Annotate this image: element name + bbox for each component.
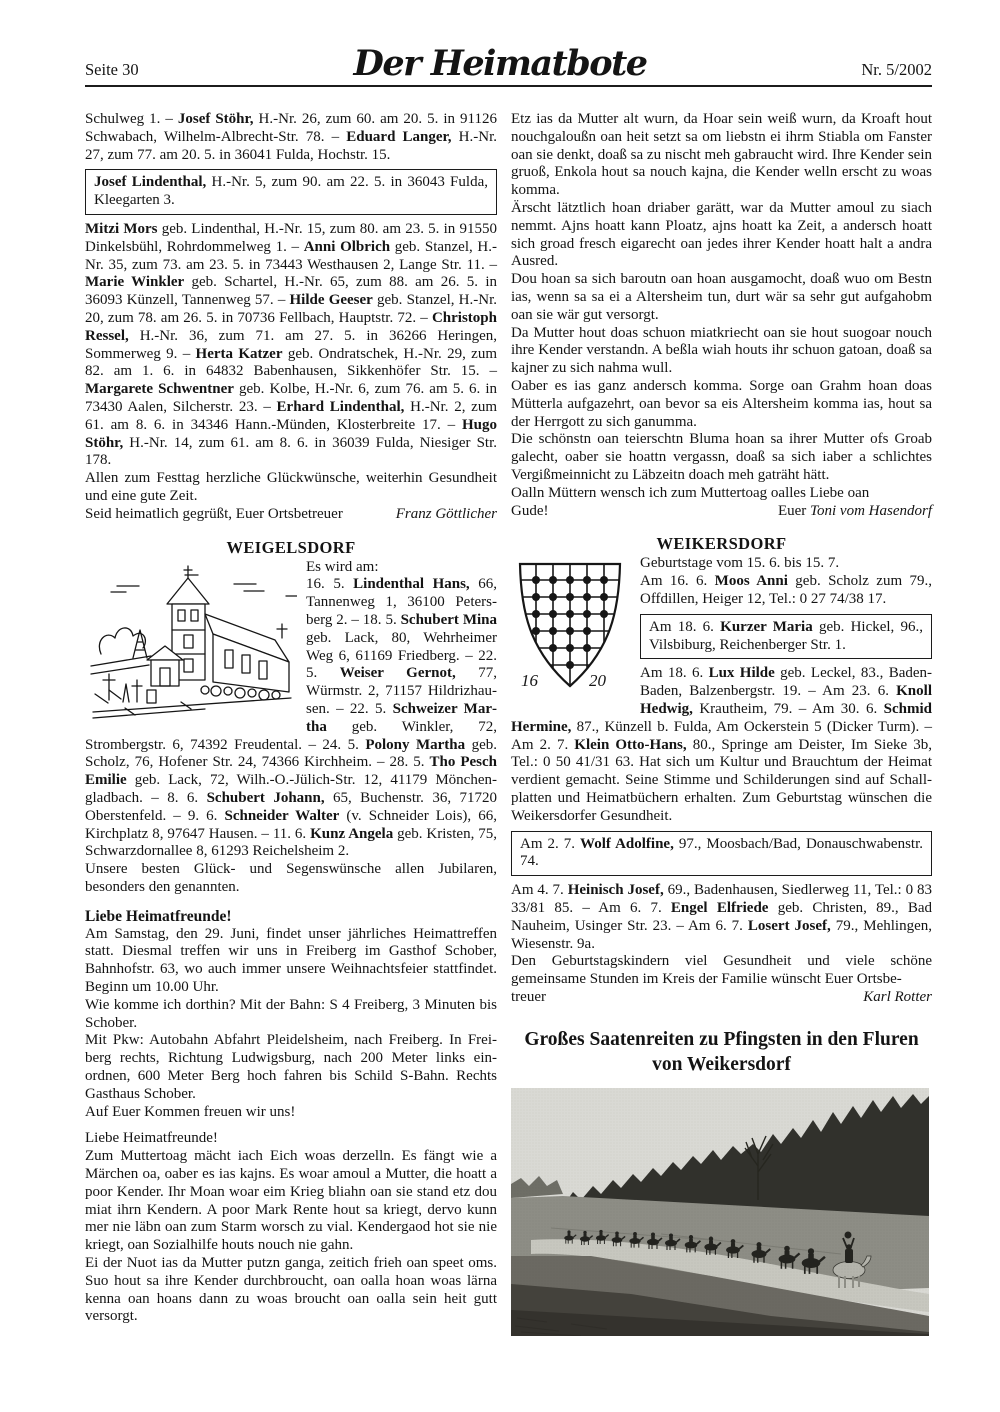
einladung-text: Auf Euer Kommen freuen wir uns! [85,1103,296,1120]
columns [85,111,932,1336]
signoff-name: Franz Göttlicher [395,505,497,522]
story-paragraph: Dou hoan sa sich baroutn oan hoan ausgamocht, doaß wuo om Bestn ias, wenn sa sa ei a Altersheim tun, durt wär sa sehr gut aufgahobm oan sie wär gut versorgt. [511,271,932,323]
weikersdorf-wishes: Den Geburtstagskindern viel Gesundheit und viele schöne gemeinsame Stunden im Kreis der Familie wünscht Euer Ortsbe- [511,953,932,988]
signoff-row [511,503,932,521]
anfahrt-bahn-paragraph: Wie komme ich dorthin? Mit der Bahn: S 4 Freiberg, 3 Minuten bis Schober. [85,996,497,1031]
weikersdorf-birthday: Am 16. 6. Moos Anni geb. Scholz zum 79., Offdillen, Heiger 12, Tel.: 0 27 74/38 17. [640,573,933,608]
signoff-prefix: Euer [777,502,807,519]
muttertag-story-paragraph: Ei der Nuot ias da Mutter putzn ganga, zeitich frieh oan speet oms. Suo hout sa ihre Kender durchbroucht, oan oalla hoan woas lärna kenna oan hoans dann zu woas broucht oan oalla sein heit gutt versorgt. [85,1254,497,1325]
story-paragraph: Etz ias da Mutter alt wurn, da Hoar sein weiß wurn, da Kroaft hout nouchgaloußn oan heit setzt sa om liebstn ei ihrm Stiabla om Fanster oan sie denkt, doaß sa zu nischt meh gabraucht wird. Ihre Kender sein gruoß, Enkola hout sa nouch kajna, die Kender welln erscht zu woas komma. [511,111,932,199]
crest-illustration [511,558,629,700]
boxed-birthday: Josef Lindenthal, H.-Nr. 5, zum 90. am 22. 5. in 36043 Fulda, Kleegarten 3. [94,174,488,209]
heimattreffen-paragraph: Am Samstag, den 29. Juni, findet unser jährliches Heimattreffen statt. Diesmal treffen wir uns in Freiberg im Gasthof Schober, Bahnhofstr. 63, wo auch immer unsere Weihnachtsfeier stattfindet. Beginn um 10.00 Uhr. [85,925,497,995]
page-number: Seite 30 [85,60,139,79]
boxed-birthday: Am 2. 7. Wolf Adolfine, 97., Moosbach/Bad, Donauschwabenstr. 74. [520,835,923,870]
event-heading: Großes Saatenreiten zu Pfingsten in den Fluren von Weikersdorf [524,1028,919,1076]
section-title-weigelsdorf: WEIGELSDORF [226,537,356,557]
signoff-name: Karl Rotter [863,989,932,1005]
right-column [511,111,932,1336]
story-paragraph: Die schönstn oan teierschtn Bluma hoan sa ihrer Mutter ofs Groab galecht, oaber sie hoattn vergassn, doaß sa sich iaber a schlichtes Vergißmeinnicht zu Läbzeitn doach meh gaträht hätt. [511,431,932,483]
highlight-box-wolf [511,831,932,877]
congratulations-text: Allen zum Festtag herzliche Glückwünsche, weiterhin Gesundheit und eine gute Zeit. [85,470,497,504]
crest-year-left: 16 [521,671,538,691]
weikersdorf-block [511,555,932,825]
weigelsdorf-wishes: Unsere besten Glück- und Segenswünsche allen Jubilaren, besonders den genannten. [85,861,497,896]
masthead-title: Der Heimatbote [353,43,647,84]
weikersdorf-birthdays: Am 18. 6. Lux Hilde geb. Leckel, 83., Baden-Baden, Balzenbergstr. 19. – Am 23. 6. Knoll Hedwig, Krautheim, 79. – Am 30. 6. Schmid Hermine, 87., Künzell b. Fulda, Am Ockerstein 5 (Dicker Turm). – Am 2. 7. Klein Otto-Hans, 80., Springe am Deister, Im Sieke 3b, Tel.: 0 50 41/31 63. Hat sich um Kultur und Brauchtum der Heimat verdient gemacht. Seine Stimme und Schilderungen sind auf Schallplatten und Heimatbüchern erhalten. Zum Geburtstag wünschen die Weikersdorfer Gesundheit. [511,665,933,824]
story-paragraph: Oalln Müttern wensch ich zum Muttertoag oalles Liebe oan [511,484,870,501]
signoff-row [85,506,497,524]
heimatfreunde-heading: Liebe Heimatfreunde! [85,907,232,925]
weigelsdorf-birthdays: 16. 5. Lindenthal Hans, 66, Tannenweg 1, 36100 Petersberg 2. – 18. 5. Schubert Mina geb. Lack, 80, Wehrheimer Weg 6, 61169 Friedberg. – 22. 5. Weiser Gernot, 77, Würmstr. 2, 71157 Hildrizhausen. – 22. 5. Schweizer Martha geb. Winkler, 72, Strombergstr. 6, 74392 Freudental. – 24. 5. Polony Martha geb. Scholz, 76, Hofener Str. 24, 74366 Kirchheim. – 28. 5. Tho Pesch Emilie geb. Lack, 72, Wilh.-O.-Jülich-Str. 12, 41179 Mönchengladbach. – 8. 6. Schubert Johann, 65, Buchenstr. 36, 71720 Oberstenfeld. – 9. 6. Schneider Walter (v. Schneider Lois), 66, Kirchplatz 8, 97647 Hausen. – 11. 6. Kunz Angela geb. Kristen, 75, Schwarzdornallee 8, 61293 Reichelsheim 2. [85,576,498,860]
anfahrt-pkw-paragraph: Mit Pkw: Autobahn Abfahrt Pleidelsheim, nach Freiberg. In Freiberg rechts, Richtung Ludwigsburg, nach 200 Meter links einordnen, 600 Meter Berg hoch fahren bis Schild S-Bahn. Rechts Gasthaus Schober. [85,1032,497,1102]
signoff-text: Seid heimatlich gegrüßt, Euer Ortsbetreuer [85,505,343,522]
weigelsdorf-block [85,559,497,862]
riders-photo [511,1088,929,1336]
left-column [85,111,497,1336]
story-paragraph: Ärscht lätztlich hoan driaber garätt, war da Mutter amoul zu siach nemmt. Ajns hoatt kann Ploatz, ajns hoatt ka Zeit, a andersch hoatt sich groad fresch eigarecht oan jedes ihrer Kender hoatt halt a andra Ausred. [511,199,932,270]
church-illustration [85,562,297,720]
weigelsdorf-intro: Es wird am: [306,558,379,575]
page-header [85,43,932,87]
story-paragraph: Da Mutter hout doas schuon miatkriecht oan sie hout suogoar nouch ihre Kender verstandn. A beßla wiah houts ihr schuon gatoan, doaß sa kajner zu sich nahma wull. [511,324,932,377]
highlight-box-kurzer [640,614,932,660]
signoff-row [511,989,932,1007]
story-paragraph: Oaber es ias ganz andersch komma. Sorge oan Grahm hoan doas Mütterla aufgazehrt, oan bevor sa eis Altersheim komma ias, hout sa der Herrgott zu sich ganumma. [511,377,932,430]
signoff-name-group [778,503,932,521]
weikersdorf-intro: Geburtstage vom 15. 6. bis 15. 7. [640,555,840,572]
highlight-box-lindenthal [85,169,497,215]
signoff-text: treuer [511,989,546,1005]
heimatfreunde-heading-2: Liebe Heimatfreunde! [85,1130,218,1147]
birthday-paragraph: Mitzi Mors geb. Lindenthal, H.-Nr. 15, zum 80. am 23. 5. in 91550 Dinkelsbühl, Rohrdommelweg 1. – Anni Olbrich geb. Stanzel, H.-Nr. 35, zum 73. am 23. 5. in 73443 Westhausen 2, Lange Str. 11. – Marie Winkler geb. Schartel, H.-Nr. 65, zum 88. am 26. 5. in 36093 Künzell, Tannenweg 57. – Hilde Geeser geb. Stanzel, H.-Nr. 20, zum 78. am 26. 5. in 70736 Fellbach, Hauptstr. 72. – Christoph Ressel, H.-Nr. 36, zum 71. am 27. 5. in 36266 Heringen, Sommerweg 9. – Herta Katzer geb. Ondratschek, H.-Nr. 29, zum 82. am 1. 6. in 64832 Babenhausen, Sikkenhöfer Str. 15. – Margarete Schwentner geb. Kolbe, H.-Nr. 6, zum 76. am 5. 6. in 73430 Aalen, Silcherstr. 23. – Erhard Lindenthal, H.-Nr. 2, zum 61. am 8. 6. in 34346 Hann.-Münden, Klosterbreite 17. – Hugo Stöhr, H.-Nr. 14, zum 61. am 8. 6. in 36039 Fulda, Niesiger Str. 178. [85,220,498,469]
birthday-paragraph: Schulweg 1. – Josef Stöhr, H.-Nr. 26, zum 60. am 20. 5. in 91126 Schwabach, Wilhelm-Albrecht-Str. 78. – Eduard Langer, H.-Nr. 27, zum 77. am 20. 5. in 36041 Fulda, Hochstr. 15. [85,111,497,163]
crest-year-right: 20 [589,671,606,691]
weikersdorf-birthdays: Am 4. 7. Heinisch Josef, 69., Badenhausen, Siedlerweg 11, Tel.: 0 83 33/81 85. – Am 6. 7. Engel Elfriede geb. Christen, 89., Bad Nauheim, Usinger Str. 23. – Am 6. 7. Losert Josef, 79., Mehlingen, Wiesenstr. 9a. [511,882,932,952]
section-title-weikersdorf: WEIKERSDORF [656,534,787,554]
signoff-name: Toni vom Hasendorf [810,502,932,519]
muttertag-story-paragraph: Zum Muttertoag mächt iach Eich woas derzelln. Es fängt wie a Märchen oa, oaber es ias kajns. Es woar amoul a Mutter, die hoatt a poor Kender. Ihr Moan woar eim Krieg bliahn oan sie stand etz dou miat ihrn Kendern. A poor Mark Rente hout sa kriegt, dervo kunn mer nie läbn oan zum Starm worsch zu vial. Kendergaod hot sie nie kriegt, oan Sozialhilfe houts nouch nie gahn. [85,1148,497,1254]
boxed-birthday: Am 18. 6. Kurzer Maria geb. Hickel, 96., Vilsbiburg, Reichenberger Str. 1. [649,618,924,653]
story-last-word: Gude! [511,502,549,519]
issue-number: Nr. 5/2002 [861,60,932,79]
